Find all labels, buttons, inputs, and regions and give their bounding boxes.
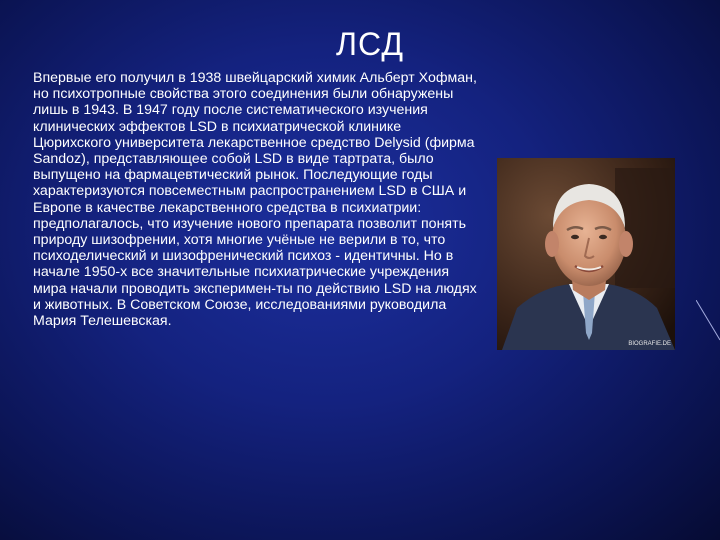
slide-title: ЛСД xyxy=(335,26,405,62)
decorative-line xyxy=(696,300,720,360)
portrait-photo xyxy=(497,158,675,350)
photo-credit: BIOGRAFIE.DE xyxy=(628,341,671,347)
portrait-illustration xyxy=(497,158,675,350)
slide-body-text: Впервые его получил в 1938 швейцарский химик Альберт Хофман, но психотропные свойства этого соединения были обнаружены лишь в 1943. В 1947 году после систематического изучения клинических эффектов LSD в психиатрической клинике Цюрихского университета лекарственное средство Delysid (фирма Sandoz), представляющее собой LSD в виде тартрата, было выпущено на фармацевтический рынок. Последующие годы характеризуются повсеместным распространением LSD в США и Европе в качестве лекарственного средства в психиатрии: предполагалось, что изучение нового препарата позволит понять природу шизофрении, хотя многие учёные не верили в то, что психоделический и шизофренический психоз - идентичны. Но в начале 1950-х все значительные психиатрические учреждения мира начали проводить эксперимен-ты по действию LSD на людях и животных. В Советском Союзе, исследованиями руководила Мария Телешевская. xyxy=(33,70,477,330)
